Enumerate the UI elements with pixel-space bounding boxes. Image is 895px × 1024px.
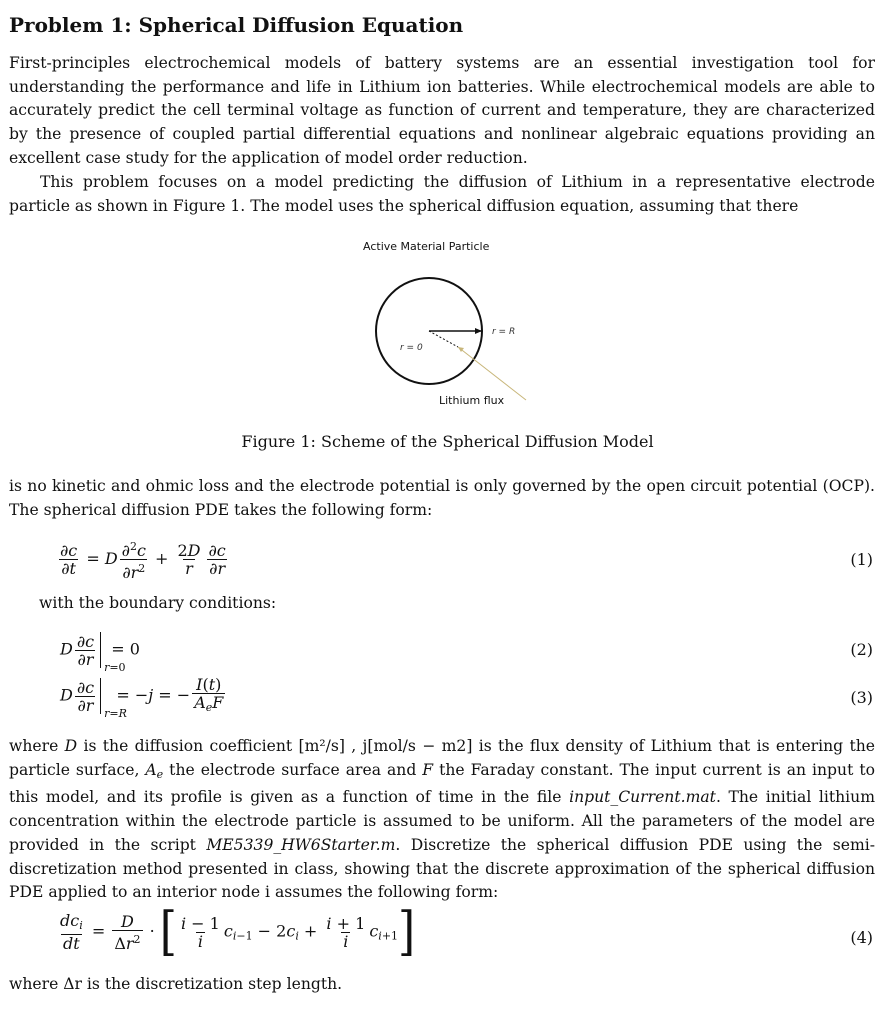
- radius-arrowhead: [475, 328, 482, 334]
- closing-sentence: where Δr is the discretization step length.: [9, 975, 343, 993]
- starter-script-name: ME5339_HW6Starter.m: [206, 835, 396, 854]
- parameters-paragraph: where D is the diffusion coefficient [m²/s] , j[mol/s − m2] is the flux density of Lithium that is entering the particle surface, $A_e$ the electrode surface area and F the Faraday constant. The input current is an input to this model, and its profile is given as a function of time in the file input_Current.mat. The initial lithium concentration within the electrode particle is assumed to be uniform. All the parameters of the model are provided in the script ME5339_HW6Starter.m. Discretize the spherical diffusion PDE using the semi-discretization method presented in class, showing that the discrete approximation of the spherical diffusion PDE applied to an interior node i assumes the following form:: [9, 737, 876, 902]
- equation-3: [0, 676, 895, 722]
- equation-2-number: (2): [850, 640, 873, 659]
- equation-3-body: D $\frac{\partial c}{\partial r}$ r=R = −j = − $\frac{I(t)}{A_eF}$: [60, 675, 224, 720]
- figure-caption: Figure 1: Scheme of the Spherical Diffusion Model: [241, 432, 654, 451]
- sphere-diagram: [360, 240, 560, 420]
- boundary-intro: with the boundary conditions:: [39, 594, 277, 612]
- figure-intro-paragraph: This problem focuses on a model predicting the diffusion of Lithium in a representative electrode particle as shown in Figure 1. The model uses the spherical diffusion equation, assuming that there: [9, 173, 875, 215]
- equation-3-number: (3): [850, 688, 873, 707]
- label-r0: r = 0: [400, 343, 423, 353]
- equation-1-number: (1): [850, 550, 873, 569]
- flux-pointer-line: [458, 347, 526, 400]
- label-rR: r = R: [492, 327, 516, 337]
- equation-1-body: $\frac{\partial c}{\partial t}$ = D $\frac{\partial^2c}{\partial r^2}$ + $\frac{2D}{r}$ $\frac{\partial c}{\partial r}$: [60, 540, 226, 582]
- label-flux: Lithium flux: [439, 394, 505, 407]
- equation-4-body: $\frac{dc_i}{dt}$ = $\frac{D}{\Delta r^2}$ · [ $\frac{i - 1}{i}$ $c_{i-1} - 2c_i$ + $\frac{i + 1}{i}$ $c_{i+1}$]: [60, 900, 416, 962]
- equation-2: [0, 632, 895, 672]
- model-paragraph: is no kinetic and ohmic loss and the electrode potential is only governed by the open circuit potential (OCP). The spherical diffusion PDE takes the following form:: [9, 477, 875, 519]
- equation-2-body: D $\frac{\partial c}{\partial r}$ r=0 = 0: [60, 631, 140, 674]
- input-file-name: input_Current.mat: [569, 788, 716, 807]
- figure-title: Active Material Particle: [363, 240, 490, 253]
- intro-paragraph: First-principles electrochemical models of battery systems are an essential investigation tool for understanding the performance and life in Lithium ion batteries. While electrochemical models are able to accurately predict the cell terminal voltage as function of current and temperature, they are characterized by the presence of coupled partial differential equations and nonlinear algebraic equations providing an excellent case study for the application of model order reduction.: [9, 54, 875, 167]
- problem-heading: Problem 1: Spherical Diffusion Equation: [9, 13, 464, 37]
- flux-dashed-line: [429, 331, 458, 347]
- equation-1: [0, 538, 895, 584]
- figure-1: [360, 240, 560, 420]
- equation-4: [0, 900, 895, 962]
- equation-4-number: (4): [850, 928, 873, 947]
